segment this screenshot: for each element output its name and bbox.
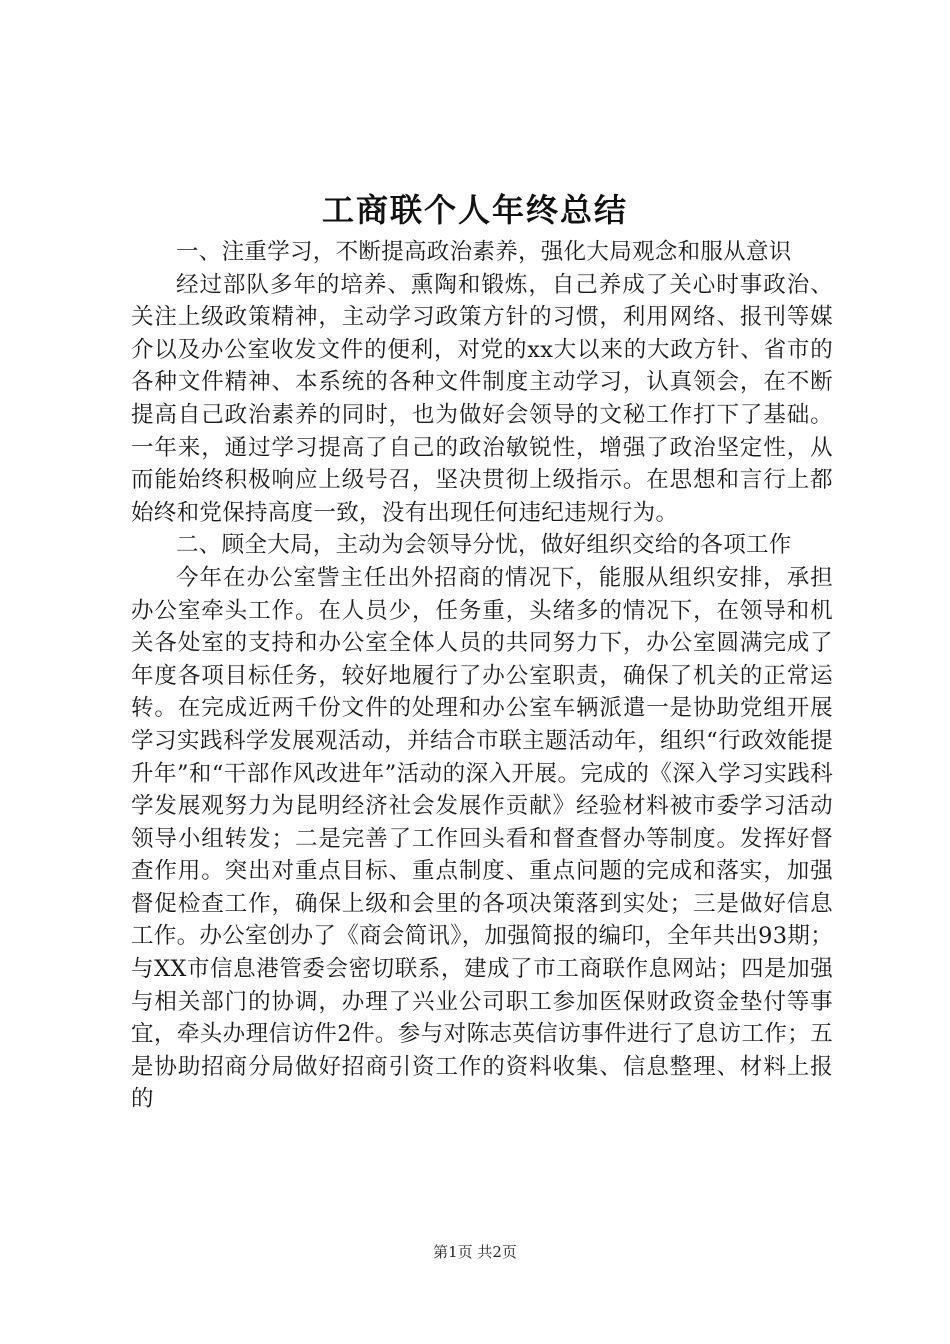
section-heading-2: 二、顾全大局，主动为会领导分忧，做好组织交给的各项工作 bbox=[176, 532, 792, 559]
document-body bbox=[131, 236, 833, 1116]
page-footer: 第1页 共2页 bbox=[433, 1243, 517, 1261]
body-paragraph-2: 今年在办公室訾主任出外招商的情况下，能服从组织安排，承担办公室牵头工作。在人员少，任务重，头绪多的情况下，在领导和机关各处室的支持和办公室全体人员的共同努力下，办公室圆满完成了年度各项目标任务，较好地履行了办公室职责，确保了机关的正常运转。在完成近两千份文件的处理和办公室车辆派遣一是协助党组开展学习实践科学发展观活动，并结合市联主题活动年，组织“行政效能提升年”和“干部作风改进年”活动的深入开展。完成的《深入学习实践科学发展观努力为昆明经济社会发展作贡献》经验材料被市委学习活动领导小组转发；二是完善了工作回头看和督查督办等制度。发挥好督查作用。突出对重点目标、重点制度、重点问题的完成和落实，加强督促检查工作，确保上级和会里的各项决策落到实处；三是做好信息工作。办公室创办了《商会简讯》，加强简报的编印，全年共出93期；与XX市信息港管委会密切联系，建成了市工商联作息网站；四是加强与相关部门的协调，办理了兴业公司职工参加医保财政资金垫付等事宜，牵头办理信访件2件。参与对陈志英信访事件进行了息访工作；五是协助招商分局做好招商引资工作的资料收集、信息整理、材料上报的 bbox=[131, 564, 833, 1113]
body-paragraph-1: 经过部队多年的培养、熏陶和锻炼，自己养成了关心时事政治、关注上级政策精神，主动学习政策方针的习惯，利用网络、报刊等媒介以及办公室收发文件的便利，对党的xx大以来的大政方针、省市的各种文件精神、本系统的各种文件制度主动学习，认真领会，在不断提高自己政治素养的同时，也为做好会领导的文秘工作打下了基础。一年来，通过学习提高了自己的政治敏锐性，增强了政治坚定性，从而能始终积极响应上级号召，坚决贯彻上级指示。在思想和言行上都始终和党保持高度一致，没有出现任何违纪违规行为。 bbox=[131, 271, 833, 526]
section-heading-1: 一、注重学习，不断提高政治素养，强化大局观念和服从意识 bbox=[176, 239, 792, 265]
document-title: 工商联个人年终总结 bbox=[321, 191, 628, 229]
